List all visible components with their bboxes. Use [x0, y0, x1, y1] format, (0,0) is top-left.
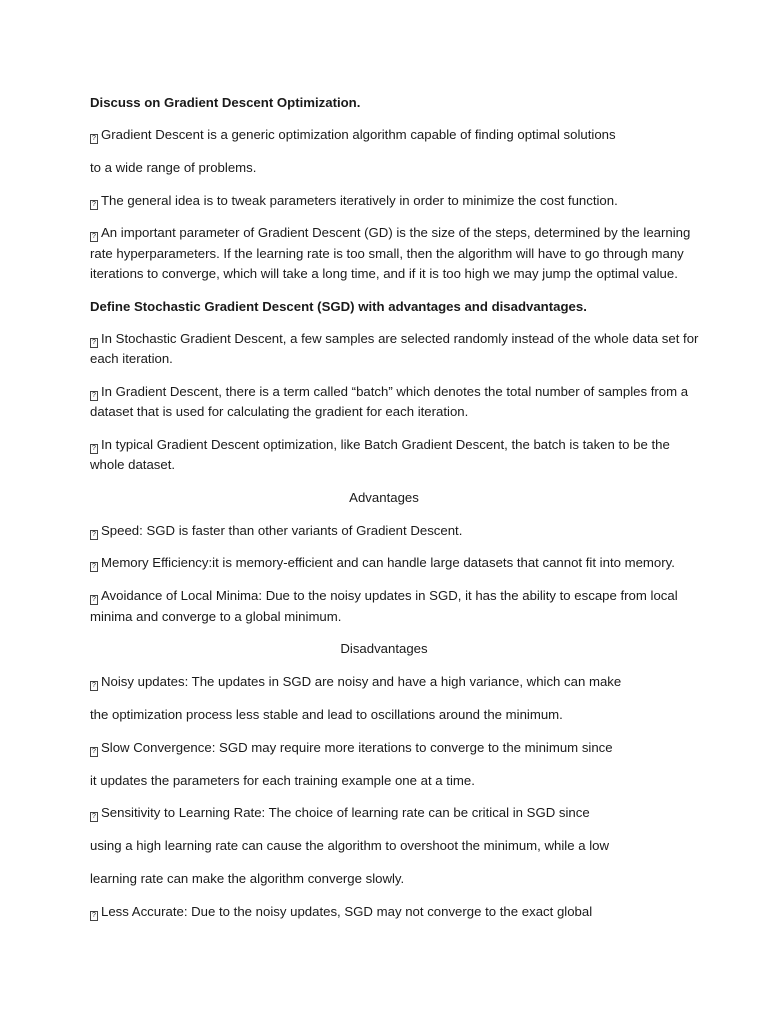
paragraph-line: ? In typical Gradient Descent optimization, like Batch Gradient Descent, the batch is taken to be the	[90, 435, 680, 456]
bullet-icon: ?	[90, 812, 98, 822]
bullet-icon: ?	[90, 391, 98, 401]
paragraph-line: dataset that is used for calculating the gradient for each iteration.	[90, 404, 469, 419]
bullet-icon: ?	[90, 444, 98, 454]
bullet-icon: ?	[90, 562, 98, 572]
disadvantage-item: ? Less Accurate: Due to the noisy updates, SGD may not converge to the exact global	[90, 902, 680, 923]
paragraph-line: ? In Stochastic Gradient Descent, a few samples are selected randomly instead of the whole data set for	[90, 329, 680, 350]
paragraph-line: minima and converge to a global minimum.	[90, 609, 342, 624]
bullet-icon: ?	[90, 232, 98, 242]
paragraph-line: ? An important parameter of Gradient Descent (GD) is the size of the steps, determined by the learning	[90, 223, 680, 244]
paragraph-line: ? The general idea is to tweak parameters iteratively in order to minimize the cost function.	[90, 191, 680, 212]
bullet-icon: ?	[90, 681, 98, 691]
paragraph-line: the optimization process less stable and lead to oscillations around the minimum.	[90, 707, 563, 722]
disadvantages-heading: Disadvantages	[340, 641, 428, 656]
bullet-icon: ?	[90, 595, 98, 605]
paragraph-line: it updates the parameters for each training example one at a time.	[90, 773, 475, 788]
bullet-icon: ?	[90, 200, 98, 210]
paragraph-line: each iteration.	[90, 351, 173, 366]
bullet-icon: ?	[90, 338, 98, 348]
disadvantage-item: ? Sensitivity to Learning Rate: The choice of learning rate can be critical in SGD since	[90, 803, 680, 824]
paragraph-line: iterations to converge, which will take a long time, and if it is too high we may jump the optimal value.	[90, 266, 678, 281]
paragraph-line: ? Gradient Descent is a generic optimization algorithm capable of finding optimal solutions	[90, 125, 680, 146]
bullet-icon: ?	[90, 134, 98, 144]
bullet-icon: ?	[90, 530, 98, 540]
bullet-icon: ?	[90, 747, 98, 757]
paragraph-line: using a high learning rate can cause the algorithm to overshoot the minimum, while a low	[90, 838, 609, 853]
paragraph-line: rate hyperparameters. If the learning rate is too small, then the algorithm will have to go through many	[90, 246, 684, 261]
advantage-item: ? Speed: SGD is faster than other variants of Gradient Descent.	[90, 521, 680, 542]
paragraph-line: to a wide range of problems.	[90, 160, 257, 175]
paragraph-line: ? In Gradient Descent, there is a term called “batch” which denotes the total number of samples from a	[90, 382, 680, 403]
paragraph-line: whole dataset.	[90, 457, 176, 472]
disadvantage-item: ? Noisy updates: The updates in SGD are noisy and have a high variance, which can make	[90, 672, 680, 693]
bullet-icon: ?	[90, 911, 98, 921]
advantage-item: ? Avoidance of Local Minima: Due to the noisy updates in SGD, it has the ability to escape from local	[90, 586, 680, 607]
advantages-heading: Advantages	[349, 490, 419, 505]
paragraph-line: learning rate can make the algorithm converge slowly.	[90, 871, 405, 886]
disadvantage-item: ? Slow Convergence: SGD may require more iterations to converge to the minimum since	[90, 738, 680, 759]
heading-gradient-descent: Discuss on Gradient Descent Optimization.	[90, 95, 361, 110]
advantage-item: ? Memory Efficiency:it is memory-efficient and can handle large datasets that cannot fit into memory.	[90, 553, 680, 574]
heading-sgd: Define Stochastic Gradient Descent (SGD) with advantages and disadvantages.	[90, 299, 587, 314]
